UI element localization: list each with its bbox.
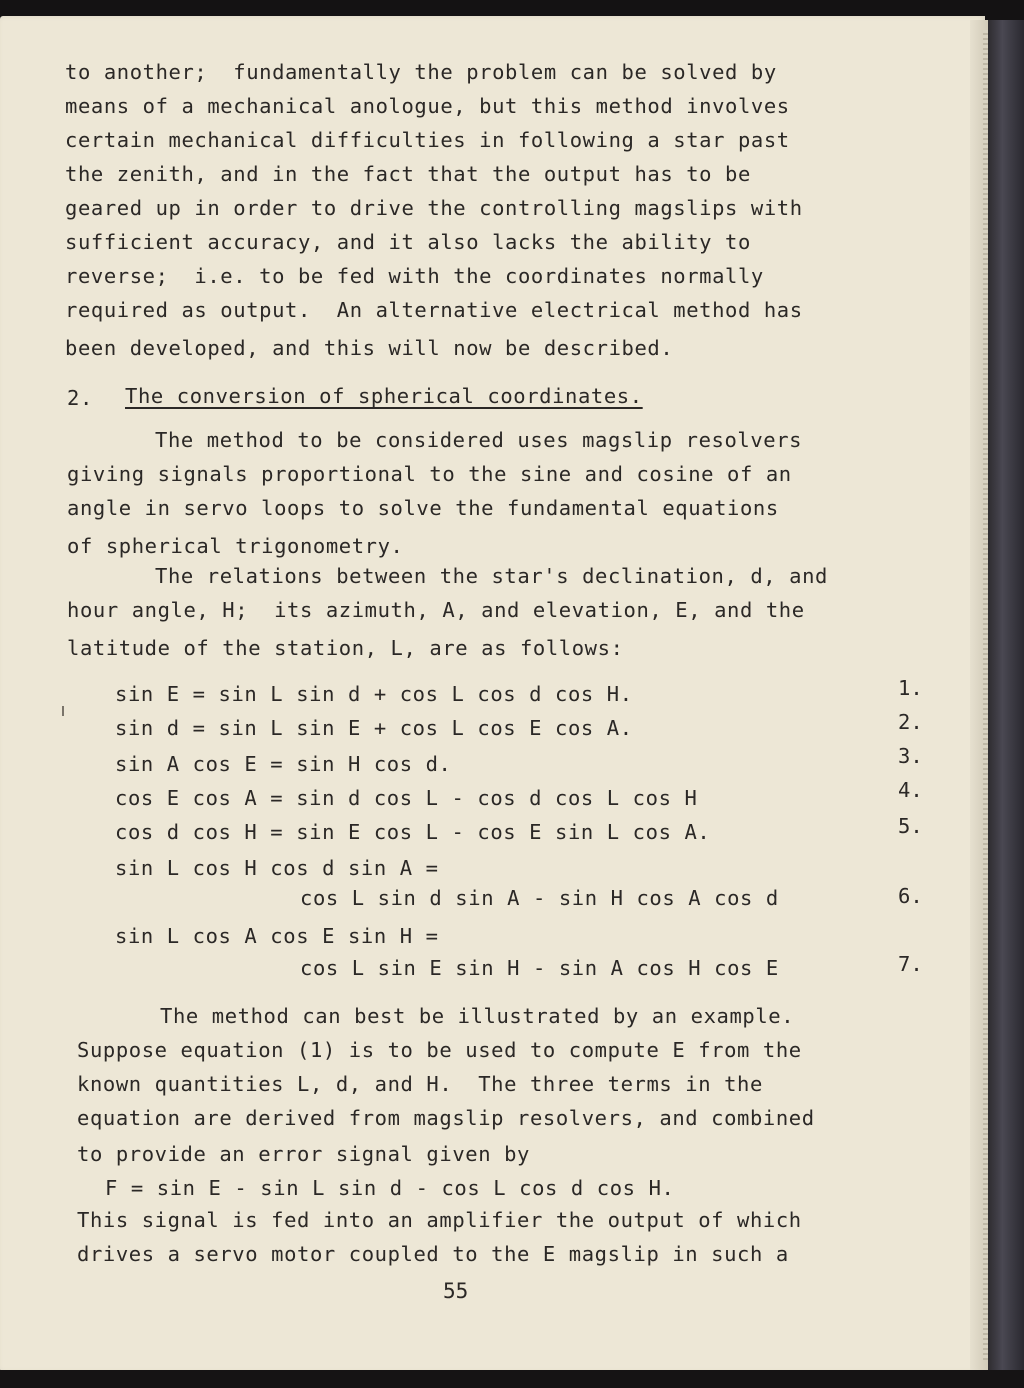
- equation-1: sin E = sin L sin d + cos L cos d cos H.: [115, 682, 633, 706]
- section-number: 2.: [67, 386, 93, 410]
- text-line: giving signals proportional to the sine and cosine of an: [67, 462, 792, 486]
- text-line: hour angle, H; its azimuth, A, and elevation, E, and the: [67, 598, 805, 622]
- equation-number: 6.: [898, 884, 923, 908]
- text-line: drives a servo motor coupled to the E magslip in such a: [77, 1242, 789, 1266]
- text-line: certain mechanical difficulties in following a star past: [65, 128, 790, 152]
- section-heading: The conversion of spherical coordinates.: [125, 384, 643, 408]
- equation-2: sin d = sin L sin E + cos L cos E cos A.: [115, 716, 633, 740]
- equation-3: sin A cos E = sin H cos d.: [115, 752, 452, 776]
- text-line: This signal is fed into an amplifier the output of which: [77, 1208, 802, 1232]
- text-line: required as output. An alternative electrical method has: [65, 298, 803, 322]
- text-line: latitude of the station, L, are as follows:: [67, 636, 624, 660]
- page-number: 55: [443, 1279, 469, 1303]
- text-line: angle in servo loops to solve the fundamental equations: [67, 496, 779, 520]
- text-line: The method to be considered uses magslip resolvers: [155, 428, 803, 452]
- equation-number: 5.: [898, 814, 923, 838]
- text-line: reverse; i.e. to be fed with the coordinates normally: [65, 264, 764, 288]
- text-line: The relations between the star's declination, d, and: [155, 564, 828, 588]
- text-line: means of a mechanical anologue, but this method involves: [65, 94, 790, 118]
- equation-number: 4.: [898, 778, 923, 802]
- text-line: of spherical trigonometry.: [67, 534, 404, 558]
- text-line: to another; fundamentally the problem can be solved by: [65, 60, 777, 84]
- text-line: geared up in order to drive the controlling magslips with: [65, 196, 803, 220]
- bottom-edge: [0, 1370, 1024, 1388]
- text-line: Suppose equation (1) is to be used to compute E from the: [77, 1038, 802, 1062]
- equation-5: cos d cos H = sin E cos L - cos E sin L cos A.: [115, 820, 711, 844]
- equation-7-rhs: cos L sin E sin H - sin A cos H cos E: [300, 956, 779, 980]
- equation-6-lhs: sin L cos H cos d sin A =: [115, 856, 439, 880]
- equation-6-rhs: cos L sin d sin A - sin H cos A cos d: [300, 886, 779, 910]
- book-spine: [988, 20, 1024, 1372]
- margin-mark: [62, 706, 64, 716]
- text-line: The method can best be illustrated by an example.: [160, 1004, 795, 1028]
- equation-4: cos E cos A = sin d cos L - cos d cos L cos H: [115, 786, 698, 810]
- text-line: the zenith, and in the fact that the output has to be: [65, 162, 751, 186]
- equation-7-lhs: sin L cos A cos E sin H =: [115, 924, 439, 948]
- text-line: been developed, and this will now be described.: [65, 336, 674, 360]
- equation-number: 7.: [898, 952, 923, 976]
- text-line: to provide an error signal given by: [77, 1142, 530, 1166]
- equation-number: 1.: [898, 676, 923, 700]
- equation-number: 3.: [898, 744, 923, 768]
- text-line: known quantities L, d, and H. The three terms in the: [77, 1072, 763, 1096]
- error-signal-formula: F = sin E - sin L sin d - cos L cos d cos H.: [105, 1176, 675, 1200]
- text-line: sufficient accuracy, and it also lacks the ability to: [65, 230, 751, 254]
- text-line: equation are derived from magslip resolvers, and combined: [77, 1106, 815, 1130]
- equation-number: 2.: [898, 710, 923, 734]
